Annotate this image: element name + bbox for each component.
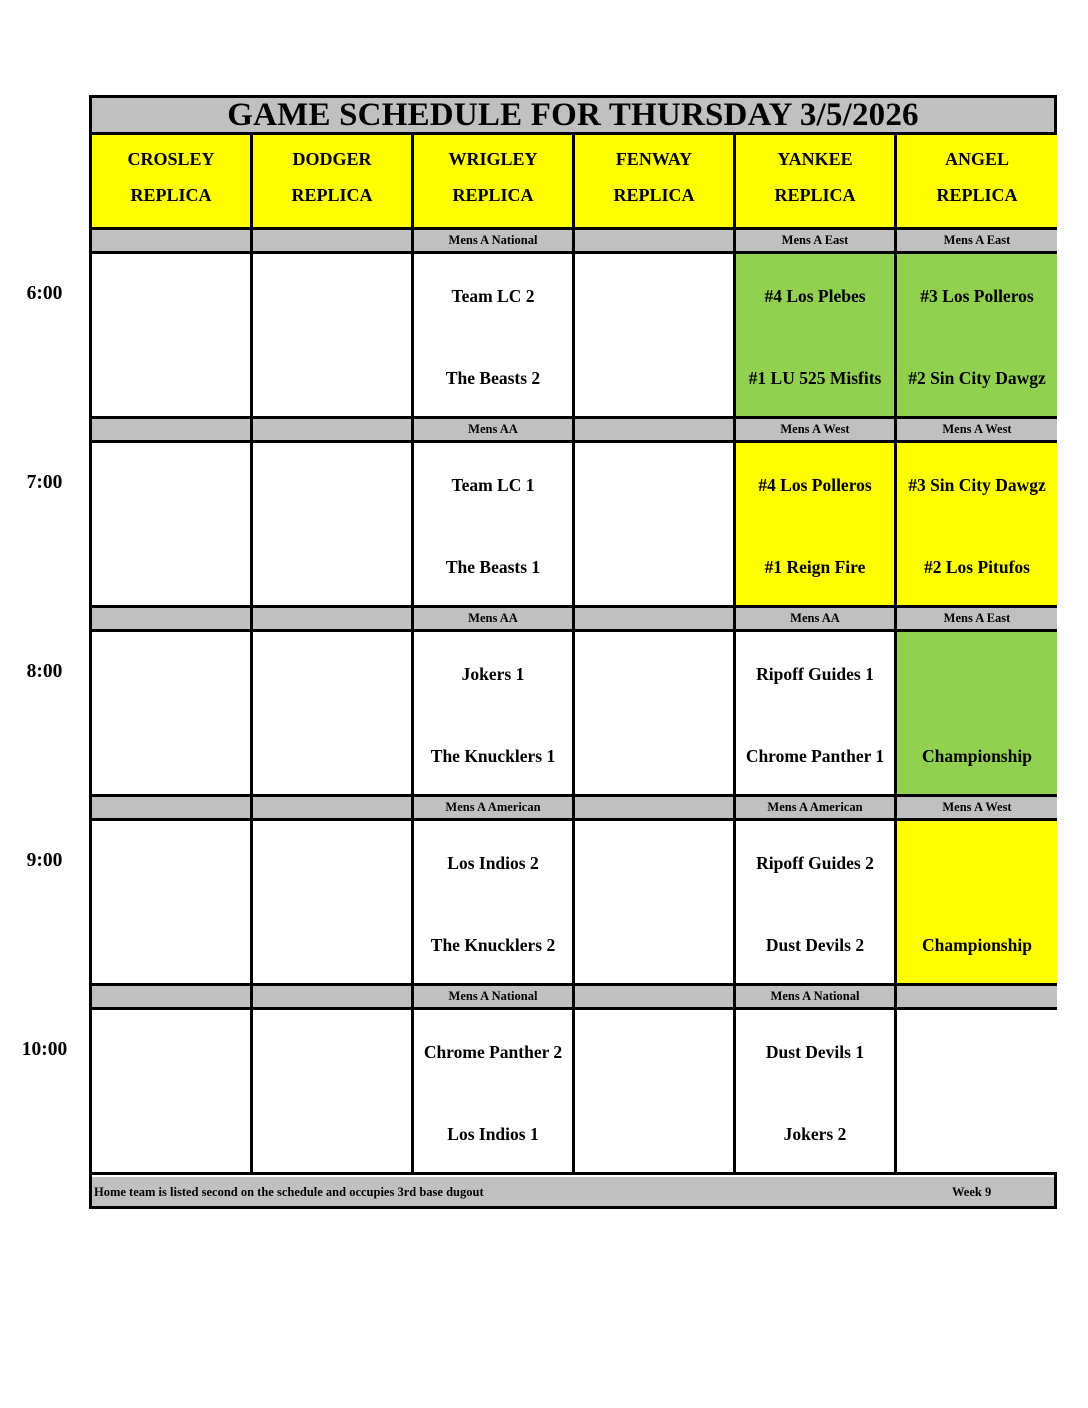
field-type: REPLICA	[130, 185, 212, 205]
visiting-team: Team LC 2	[451, 286, 535, 306]
division-label	[92, 797, 253, 818]
field-type: REPLICA	[452, 185, 534, 205]
visiting-team: Chrome Panther 2	[423, 1042, 563, 1062]
home-team: The Knucklers 1	[430, 746, 556, 766]
home-team: #1 Reign Fire	[764, 557, 866, 577]
field-name: YANKEE	[777, 149, 853, 169]
division-row	[92, 986, 1054, 1010]
home-team: Los Indios 1	[447, 1124, 539, 1144]
visiting-team: Jokers 1	[461, 664, 525, 684]
division-row	[92, 608, 1054, 632]
home-team: Jokers 2	[783, 1124, 847, 1144]
game-cell	[253, 632, 414, 794]
game-cell	[575, 632, 736, 794]
game-cell	[92, 1010, 253, 1172]
field-header-dodger	[253, 135, 414, 227]
field-header-crosley	[92, 135, 253, 227]
game-cell	[736, 821, 897, 983]
home-team: The Beasts 2	[445, 368, 541, 388]
visiting-team: #3 Los Polleros	[920, 286, 1034, 306]
visiting-team: #4 Los Polleros	[758, 475, 872, 495]
game-cell	[92, 254, 253, 416]
game-cell	[897, 443, 1057, 605]
game-cell	[92, 821, 253, 983]
game-cell	[575, 443, 736, 605]
game-cell	[575, 254, 736, 416]
time-label: 9:00	[26, 850, 63, 871]
game-row	[92, 821, 1054, 986]
home-team: Championship	[922, 935, 1032, 955]
visiting-team: Ripoff Guides 2	[756, 853, 874, 873]
home-team: Dust Devils 2	[765, 935, 865, 955]
field-name: ANGEL	[944, 149, 1009, 169]
division-row	[92, 797, 1054, 821]
schedule-title: GAME SCHEDULE FOR THURSDAY 3/5/2026	[92, 98, 1054, 135]
field-name: WRIGLEY	[448, 149, 538, 169]
game-cell	[736, 1010, 897, 1172]
division-label: Mens A East	[897, 230, 1057, 251]
time-label: 8:00	[26, 661, 63, 682]
division-label	[92, 419, 253, 440]
division-label: Mens A National	[414, 986, 575, 1007]
field-type: REPLICA	[774, 185, 856, 205]
division-label: Mens A East	[897, 608, 1057, 629]
game-cell	[575, 821, 736, 983]
footer-bar	[92, 1177, 1054, 1206]
division-label	[253, 797, 414, 818]
game-cell	[897, 632, 1057, 794]
field-type: REPLICA	[613, 185, 695, 205]
division-label: Mens A West	[897, 419, 1057, 440]
home-team: Chrome Panther 1	[745, 746, 885, 766]
home-team: #2 Los Pitufos	[924, 557, 1030, 577]
visiting-team: Dust Devils 1	[765, 1042, 865, 1062]
division-label	[92, 608, 253, 629]
visiting-team: Team LC 1	[451, 475, 535, 495]
division-label	[92, 986, 253, 1007]
division-label: Mens A American	[414, 797, 575, 818]
game-cell	[253, 1010, 414, 1172]
game-cell	[736, 254, 897, 416]
division-label: Mens A American	[736, 797, 897, 818]
time-label: 6:00	[26, 283, 63, 304]
time-slot-1	[92, 230, 1054, 419]
division-label	[575, 419, 736, 440]
field-header-angel	[897, 135, 1057, 227]
game-row	[92, 1010, 1054, 1175]
footer-note: Home team is listed second on the schedule and occupies 3rd base dugout	[94, 1185, 484, 1199]
division-label	[575, 986, 736, 1007]
week-label: Week 9	[952, 1185, 992, 1199]
field-header-fenway	[575, 135, 736, 227]
visiting-team: Los Indios 2	[447, 853, 539, 873]
time-slot-3	[92, 608, 1054, 797]
home-team: The Beasts 1	[445, 557, 541, 577]
division-label	[253, 986, 414, 1007]
division-label	[575, 608, 736, 629]
home-team: #2 Sin City Dawgz	[908, 368, 1046, 388]
home-team: #1 LU 525 Misfits	[748, 368, 882, 388]
division-label: Mens A West	[897, 797, 1057, 818]
division-row	[92, 230, 1054, 254]
game-cell	[253, 443, 414, 605]
visiting-team: #3 Sin City Dawgz	[908, 475, 1046, 495]
game-cell	[897, 254, 1057, 416]
home-team: Championship	[922, 746, 1032, 766]
division-label: Mens A National	[736, 986, 897, 1007]
division-label	[92, 230, 253, 251]
division-label: Mens AA	[414, 419, 575, 440]
game-cell	[92, 443, 253, 605]
field-type: REPLICA	[936, 185, 1018, 205]
schedule-sheet	[89, 95, 1057, 1209]
game-cell	[736, 632, 897, 794]
game-cell	[736, 443, 897, 605]
time-label: 10:00	[21, 1039, 68, 1060]
game-cell	[414, 254, 575, 416]
field-header-yankee	[736, 135, 897, 227]
game-row	[92, 443, 1054, 608]
division-label	[253, 230, 414, 251]
field-header-row	[92, 135, 1054, 230]
division-label	[897, 986, 1057, 1007]
division-row	[92, 419, 1054, 443]
game-cell	[897, 821, 1057, 983]
division-label: Mens A West	[736, 419, 897, 440]
division-label	[575, 797, 736, 818]
game-cell	[414, 1010, 575, 1172]
division-label	[575, 230, 736, 251]
game-cell	[253, 254, 414, 416]
visiting-team: #4 Los Plebes	[764, 286, 866, 306]
division-label	[253, 419, 414, 440]
time-slot-2	[92, 419, 1054, 608]
division-label: Mens A National	[414, 230, 575, 251]
time-slot-4	[92, 797, 1054, 986]
home-team: The Knucklers 2	[430, 935, 556, 955]
game-cell	[897, 1010, 1057, 1172]
field-type: REPLICA	[291, 185, 373, 205]
field-name: FENWAY	[615, 149, 693, 169]
game-cell	[92, 632, 253, 794]
division-label: Mens AA	[736, 608, 897, 629]
field-name: DODGER	[292, 149, 372, 169]
game-cell	[253, 821, 414, 983]
time-label: 7:00	[26, 472, 63, 493]
game-cell	[414, 821, 575, 983]
division-label: Mens AA	[414, 608, 575, 629]
division-label: Mens A East	[736, 230, 897, 251]
visiting-team: Ripoff Guides 1	[756, 664, 874, 684]
game-cell	[575, 1010, 736, 1172]
field-name: CROSLEY	[127, 149, 215, 169]
game-row	[92, 254, 1054, 419]
game-cell	[414, 443, 575, 605]
game-row	[92, 632, 1054, 797]
division-label	[253, 608, 414, 629]
time-slot-5	[92, 986, 1054, 1175]
field-header-wrigley	[414, 135, 575, 227]
game-cell	[414, 632, 575, 794]
